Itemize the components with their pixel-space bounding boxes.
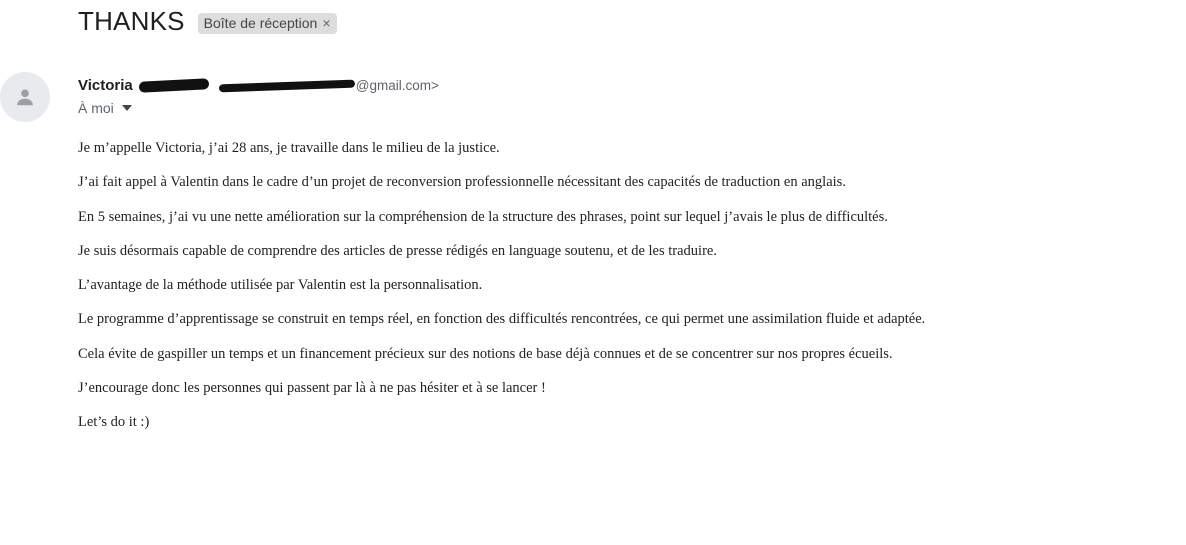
sender-avatar[interactable] (0, 72, 50, 122)
body-paragraph: L’avantage de la méthode utilisée par Valentin est la personnalisation. (78, 277, 483, 294)
redacted-surname (139, 78, 209, 93)
inbox-label-text: Boîte de réception (203, 14, 318, 31)
person-icon (14, 86, 36, 108)
email-subject-row (78, 6, 337, 37)
body-paragraph: J’ai fait appel à Valentin dans le cadre d’un projet de reconversion professionnelle nécessitant des capacités de traduction en anglais. (78, 174, 846, 191)
email-body (78, 140, 925, 449)
inbox-label-chip[interactable] (198, 13, 337, 34)
body-paragraph: Cela évite de gaspiller un temps et un financement précieux sur des notions de base déjà connues et de se concentrer sur nos propres écueils. (78, 345, 893, 362)
recipient-label: À moi (78, 100, 114, 116)
body-paragraph: Le programme d’apprentissage se construit en temps réel, en fonction des difficultés rencontrées, ce qui permet une assimilation fluide et adaptée. (78, 311, 926, 328)
body-paragraph: En 5 semaines, j’ai vu une nette amélioration sur la compréhension de la structure des phrases, point sur lequel j’avais le plus de difficultés. (78, 208, 888, 225)
sender-line (78, 77, 439, 94)
body-paragraph: J’encourage donc les personnes qui passent par là à ne pas hésiter et à se lancer ! (78, 380, 546, 397)
redacted-email (219, 79, 355, 92)
body-paragraph: Let’s do it :) (78, 414, 150, 431)
caret-down-icon[interactable] (122, 105, 132, 111)
sender-email (219, 78, 439, 93)
recipient-line (78, 100, 439, 116)
body-paragraph: Je m’appelle Victoria, j’ai 28 ans, je travaille dans le milieu de la justice. (78, 140, 500, 156)
sender-block (78, 77, 439, 116)
remove-label-icon[interactable]: × (322, 14, 331, 31)
email-subject: THANKS (78, 6, 185, 36)
sender-name[interactable]: Victoria (78, 77, 133, 94)
body-paragraph: Je suis désormais capable de comprendre des articles de presse rédigés en language soutenu, et de les traduire. (78, 242, 717, 259)
sender-email-suffix: @gmail.com> (355, 78, 439, 93)
